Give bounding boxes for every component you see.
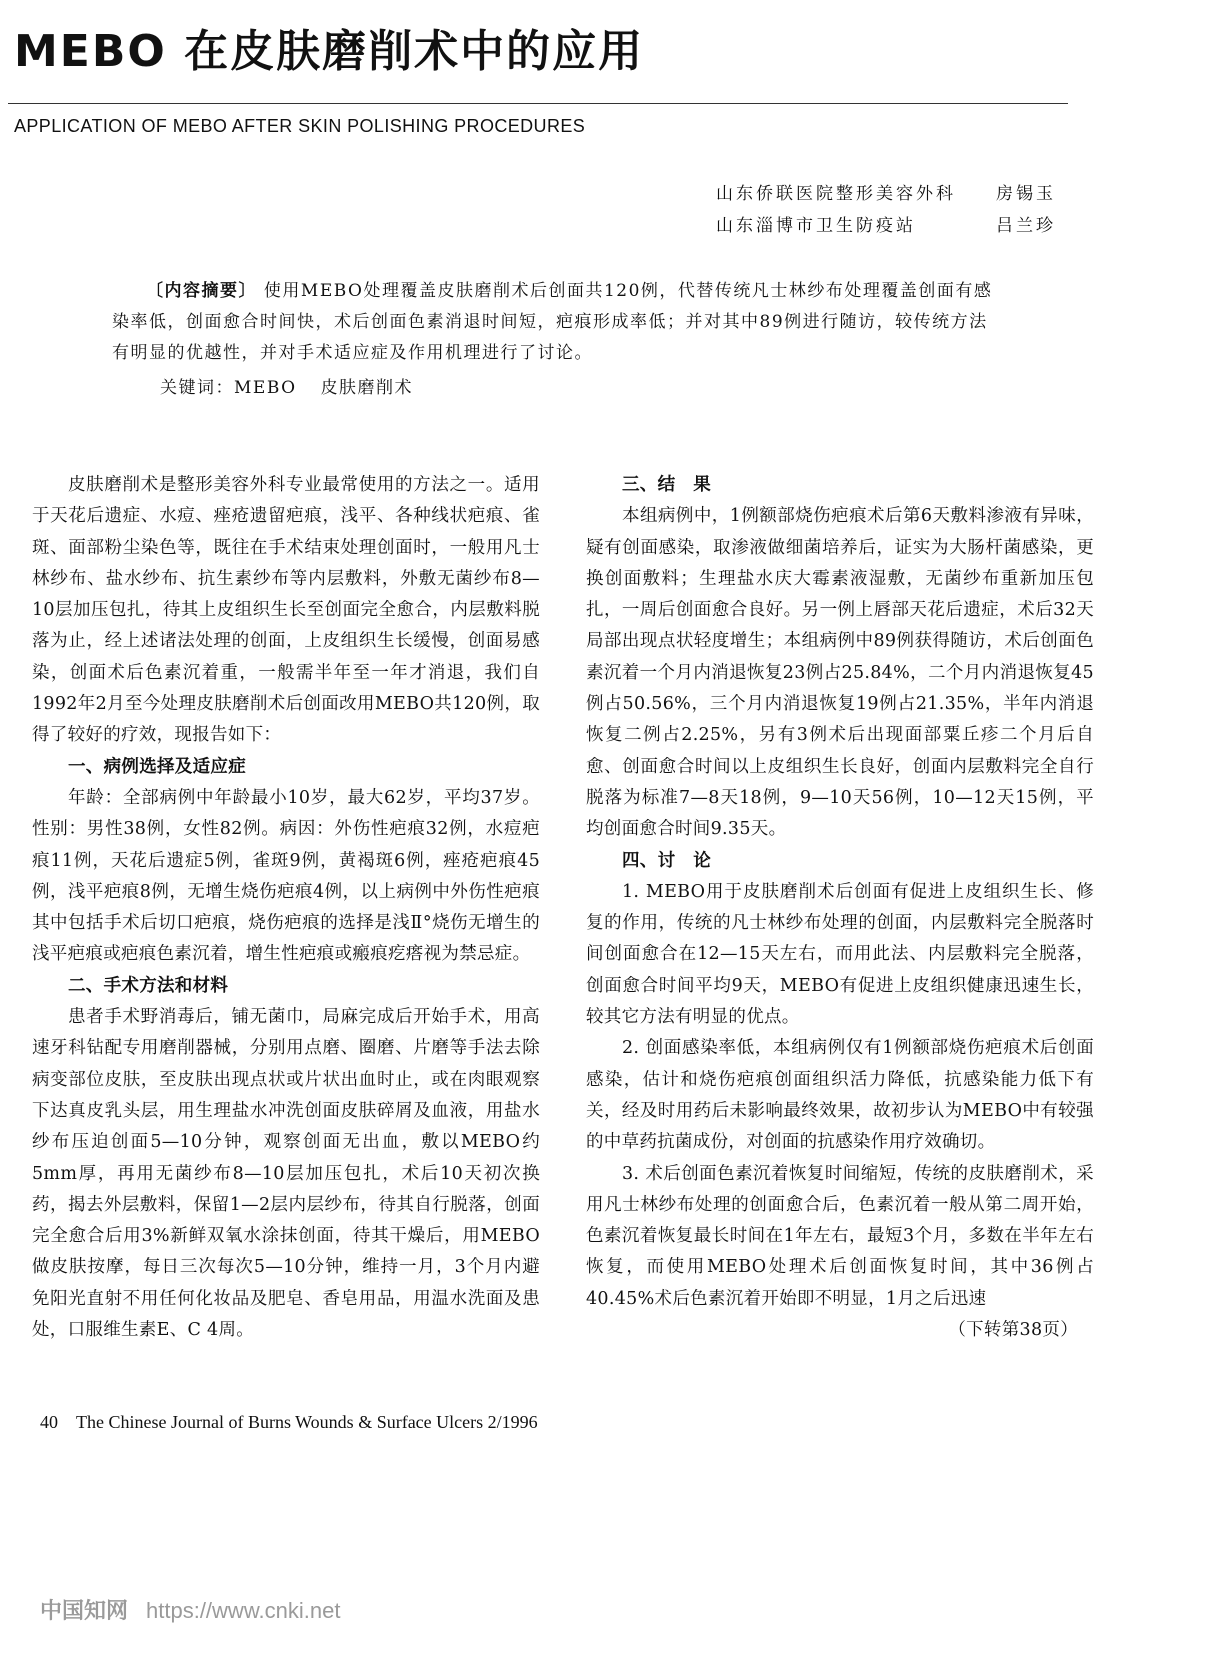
section-heading: 三、结 果 <box>622 475 711 495</box>
keyword: MEBO <box>234 378 297 398</box>
section-heading: 一、病例选择及适应症 <box>68 756 246 777</box>
author-name: 吕兰珍 <box>996 216 1056 236</box>
section-heading: 二、手术方法和材料 <box>68 975 229 996</box>
keyword: 皮肤磨削术 <box>320 378 414 398</box>
author-name: 房锡玉 <box>996 184 1056 204</box>
section-paragraph: 2. 创面感染率低，本组病例仅有1例额部烧伤疤痕术后创面感染，估计和烧伤疤痕创面组织活力降低，抗感染能力低下有关，经及时用药后未影响最终效果，故初步认为MEBO中有较强的中草药抗菌成份，对创面的抗感染作用疗效确切。 <box>586 1038 1094 1153</box>
section-paragraph: 1. MEBO用于皮肤磨削术后创面有促进上皮组织生长、修复的作用，传统的凡士林纱布处理的创面，内层敷料完全脱落时间创面愈合在12—15天左右，而用此法、内层敷料完全脱落，创面愈合时间平均9天，MEBO有促进上皮组织健康迅速生长，较其它方法有明显的优点。 <box>586 881 1094 1028</box>
abstract-text: 使用MEBO处理覆盖皮肤磨削术后创面共120例，代替传统凡士林纱布处理覆盖创面有感染率低，创面愈合时间快，术后创面色素消退时间短，疤痕形成率低；并对其中89例进行随访，较传统方法有明显的优越性，并对手术适应症及作用机理进行了讨论。 <box>112 281 993 363</box>
section-paragraph: 本组病例中，1例额部烧伤疤痕术后第6天敷料渗液有异味，疑有创面感染，取渗液做细菌培养后，证实为大肠杆菌感染，更换创面敷料；生理盐水庆大霉素液湿敷，无菌纱布重新加压包扎，一周后创面愈合良好。另一例上唇部天花后遗症，术后32天局部出现点状轻度增生；本组病例中89例获得随访，术后创面色素沉着一个月内消退恢复23例占25.84%，二个月内消退恢复45例占50.56%，三个月内消退恢复19例占21.35%，半年内消退恢复二例占2.25%，另有3例术后出现面部粟丘疹二个月后自愈、创面愈合时间以上皮组织生长良好，创面内层敷料完全自行脱落为标准7—8天18例，9—10天56例，10—12天15例，平均创面愈合时间9.35天。 <box>586 506 1094 840</box>
author-block <box>716 178 1056 242</box>
title-divider <box>8 103 1068 104</box>
section-paragraph: 3. 术后创面色素沉着恢复时间缩短，传统的皮肤磨削术，采用凡士林纱布处理的创面愈合后，色素沉着一般从第二周开始，色素沉着恢复最长时间在1年左右，最短3个月，多数在半年左右恢复，而使用MEBO处理术后创面恢复时间，其中36例占40.45%术后色素沉着开始即不明显，1月之后迅速 <box>586 1163 1094 1309</box>
cnki-watermark <box>40 1594 340 1625</box>
page-number: 40 <box>40 1412 58 1432</box>
author-row <box>716 210 1056 242</box>
journal-citation: The Chinese Journal of Burns Wounds & Surface Ulcers 2/1996 <box>76 1412 538 1432</box>
intro-paragraph: 皮肤磨削术是整形美容外科专业最常使用的方法之一。适用于天花后遗症、水痘、痤疮遗留疤痕，浅平、各种线状疤痕、雀斑、面部粉尘染色等，既往在手术结束处理创面时，一般用凡士林纱布、盐水纱布、抗生素纱布等内层敷料，外敷无菌纱布8—10层加压包扎，待其上皮组织生长至创面完全愈合，内层敷料脱落为止，经上述诸法处理的创面，上皮组织生长缓慢，创面易感染，创面术后色素沉着重，一般需半年至一年才消退，我们自1992年2月至今处理皮肤磨削术后创面改用MEBO共120例，取得了较好的疗效，现报告如下： <box>32 475 540 746</box>
body-column-right <box>586 470 1094 1346</box>
author-affiliation: 山东淄博市卫生防疫站 <box>716 216 916 236</box>
page-footer <box>40 1412 538 1433</box>
author-row <box>716 178 1056 210</box>
cnki-url: https://www.cnki.net <box>146 1598 341 1623</box>
abstract-label: 〔内容摘要〕 <box>146 281 257 301</box>
cnki-brand: 中国知网 <box>40 1599 129 1624</box>
section-heading: 四、讨 论 <box>622 850 711 871</box>
body-column-left <box>32 470 540 1346</box>
keywords-line <box>112 373 1002 404</box>
abstract <box>112 276 1002 404</box>
abstract-paragraph <box>112 276 1002 369</box>
section-paragraph: 患者手术野消毒后，铺无菌巾，局麻完成后开始手术，用高速牙科钻配专用磨削器械，分别用点磨、圈磨、片磨等手法去除病变部位皮肤，至皮肤出现点状或片状出血时止，或在肉眼观察下达真皮乳头层，用生理盐水冲洗创面皮肤碎屑及血液，用盐水纱布压迫创面5—10分钟，观察创面无出血，敷以MEBO约5mm厚，再用无菌纱布8—10层加压包扎，术后10天初次换药，揭去外层敷料，保留1—2层内层纱布，待其自行脱落，创面完全愈合后用3%新鲜双氧水涂抹创面，待其干燥后，用MEBO做皮肤按摩，每日三次每次5—10分钟，维持一月，3个月内避免阳光直射不用任何化妆品及肥皂、香皂用品，用温水洗面及患处，口服维生素E、C 4周。 <box>32 1007 540 1341</box>
author-affiliation: 山东侨联医院整形美容外科 <box>716 184 956 204</box>
continued-note: （下转第38页） <box>948 1320 1078 1341</box>
article-title: MEBO 在皮肤磨削术中的应用 <box>14 26 645 77</box>
keywords-label: 关键词： <box>160 378 234 398</box>
section-paragraph: 年龄：全部病例中年龄最小10岁，最大62岁，平均37岁。性别：男性38例，女性82例。病因：外伤性疤痕32例，水痘疤痕11例，天花后遗症5例，雀斑9例，黄褐斑6例，痤疮疤痕45例，浅平疤痕8例，无增生烧伤疤痕4例，以上病例中外伤性疤痕其中包括手术后切口疤痕，烧伤疤痕的选择是浅Ⅱ°烧伤无增生的浅平疤痕或疤痕色素沉着，增生性疤痕或瘢痕疙瘩视为禁忌症。 <box>32 787 540 965</box>
article-title-english: APPLICATION OF MEBO AFTER SKIN POLISHING PROCEDURES <box>14 116 586 136</box>
